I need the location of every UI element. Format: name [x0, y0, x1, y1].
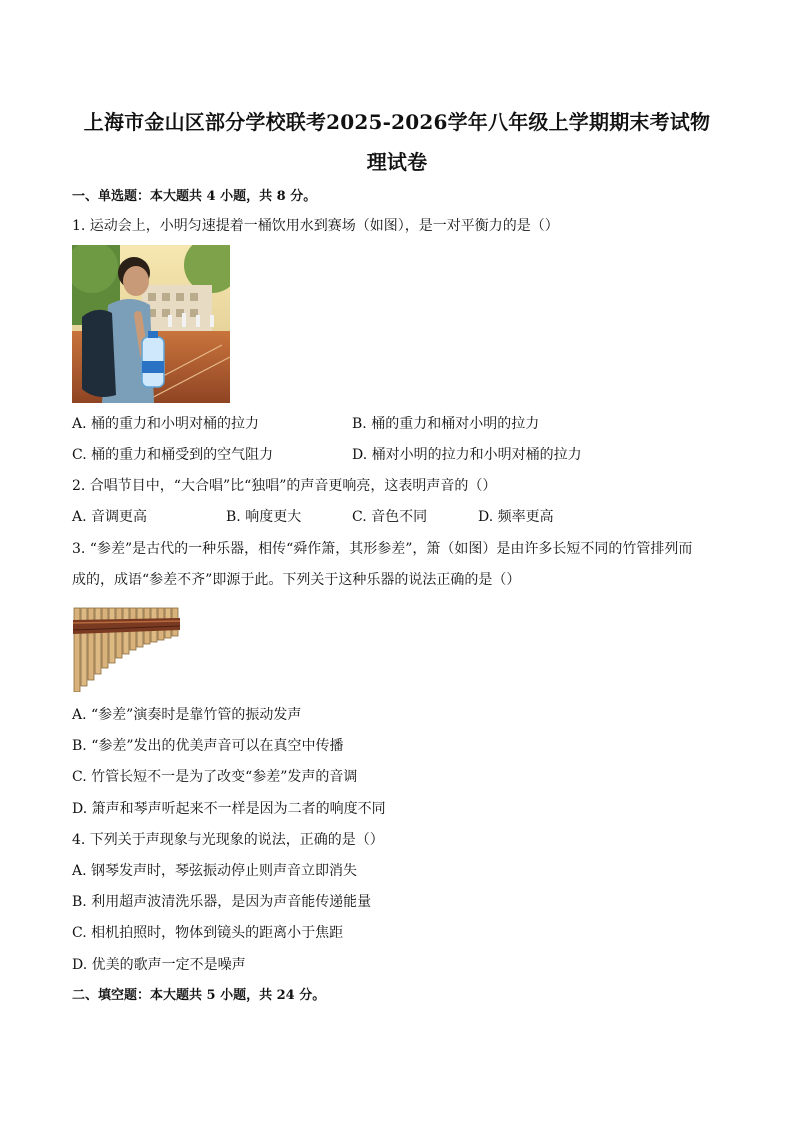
question-2-option-b: B. 响度更大: [226, 509, 302, 525]
question-4-option-b: B. 利用超声波清洗乐器，是因为声音能传递能量: [72, 894, 372, 910]
question-2-option-a: A. 音调更高: [72, 509, 148, 525]
question-3-stem-line1: 3. “参差”是古代的一种乐器，相传“舜作箫，其形参差”，箫（如图）是由许多长短不同的竹管排列而: [72, 541, 693, 557]
question-4-option-a: A. 钢琴发声时，琴弦振动停止则声音立即消失: [72, 863, 358, 879]
question-1-figure-student-carrying-water: [72, 245, 230, 403]
question-1-option-d: D. 桶对小明的拉力和小明对桶的拉力: [352, 447, 582, 463]
question-4-option-c: C. 相机拍照时，物体到镜头的距离小于焦距: [72, 925, 344, 941]
question-3-option-b: B. “参差”发出的优美声音可以在真空中传播: [72, 738, 344, 754]
question-1-option-a: A. 桶的重力和小明对桶的拉力: [72, 416, 260, 432]
question-3-stem-line2: 成的，成语“参差不齐”即源于此。下列关于这种乐器的说法正确的是（）: [72, 572, 521, 588]
exam-title-line1: 上海市金山区部分学校联考2025-2026学年八年级上学期期末考试物: [83, 110, 711, 134]
question-1-option-b: B. 桶的重力和桶对小明的拉力: [352, 416, 540, 432]
question-3-figure-panpipe: [72, 604, 182, 692]
question-1-stem: 1. 运动会上，小明匀速提着一桶饮用水到赛场（如图），是一对平衡力的是（）: [72, 218, 559, 234]
student-water-illustration: [72, 245, 230, 403]
question-2-stem: 2. 合唱节目中，“大合唱”比“独唱”的声音更响亮，这表明声音的（）: [72, 478, 497, 494]
question-3-option-a: A. “参差”演奏时是靠竹管的振动发声: [72, 707, 302, 723]
question-3-option-d: D. 箫声和琴声听起来不一样是因为二者的响度不同: [72, 801, 386, 817]
question-1-option-c: C. 桶的重力和桶受到的空气阻力: [72, 447, 274, 463]
question-4-option-d: D. 优美的歌声一定不是噪声: [72, 957, 246, 973]
question-2-option-c: C. 音色不同: [352, 509, 428, 525]
panpipe-illustration: [72, 604, 182, 692]
question-4-stem: 4. 下列关于声现象与光现象的说法，正确的是（）: [72, 832, 384, 848]
question-2-option-d: D. 频率更高: [478, 509, 554, 525]
question-3-option-c: C. 竹管长短不一是为了改变“参差”发声的音调: [72, 769, 358, 785]
exam-title-line2: 理试卷: [366, 150, 428, 174]
section-heading-single-choice: 一、单选题：本大题共 4 小题，共 8 分。: [72, 189, 317, 204]
section-heading-fill-in: 二、填空题：本大题共 5 小题，共 24 分。: [72, 988, 326, 1003]
